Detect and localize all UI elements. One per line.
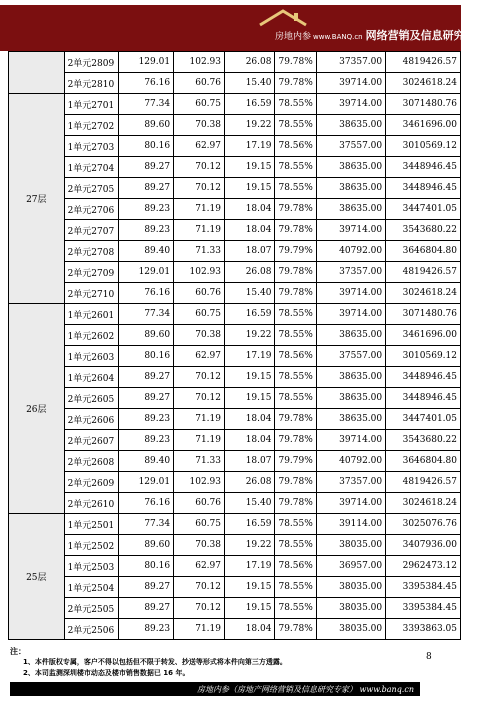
shared-area-cell: 19.15 <box>225 388 275 409</box>
area-cell: 89.40 <box>119 241 174 262</box>
ratio-cell: 79.79% <box>275 241 316 262</box>
unit-price-cell: 39114.00 <box>316 514 385 535</box>
area-cell: 89.27 <box>119 367 174 388</box>
table-row <box>9 514 461 535</box>
inner-area-cell: 70.12 <box>174 367 225 388</box>
area-cell: 89.60 <box>119 535 174 556</box>
table-row <box>9 325 461 346</box>
unit-cell: 1单元2501 <box>64 514 119 535</box>
area-cell: 89.27 <box>119 598 174 619</box>
area-cell: 89.27 <box>119 157 174 178</box>
brand-small: 房地内参 <box>275 32 312 42</box>
ratio-cell: 79.78% <box>275 430 316 451</box>
brand-url[interactable]: www.BANQ.cn <box>313 33 363 41</box>
total-price-cell: 3461696.00 <box>386 325 461 346</box>
shared-area-cell: 19.15 <box>225 598 275 619</box>
unit-cell: 1单元2701 <box>64 94 119 115</box>
unit-price-cell: 37357.00 <box>316 262 385 283</box>
note-line-2: 2、本司监测深圳楼市动态及楼市销售数据已 16 年。 <box>23 669 190 677</box>
table-row <box>9 430 461 451</box>
inner-area-cell: 70.38 <box>174 325 225 346</box>
total-price-cell: 3646804.80 <box>386 241 461 262</box>
ratio-cell: 79.78% <box>275 220 316 241</box>
unit-cell: 1单元2504 <box>64 577 119 598</box>
total-price-cell: 2962473.12 <box>386 556 461 577</box>
inner-area-cell: 60.76 <box>174 493 225 514</box>
unit-cell: 1单元2704 <box>64 157 119 178</box>
unit-price-cell: 38635.00 <box>316 367 385 388</box>
inner-area-cell: 70.38 <box>174 535 225 556</box>
ratio-cell: 78.56% <box>275 136 316 157</box>
table-row <box>9 367 461 388</box>
ratio-cell: 79.78% <box>275 262 316 283</box>
unit-price-cell: 39714.00 <box>316 283 385 304</box>
area-cell: 77.34 <box>119 304 174 325</box>
area-cell: 129.01 <box>119 472 174 493</box>
shared-area-cell: 16.59 <box>225 514 275 535</box>
area-cell: 77.34 <box>119 514 174 535</box>
total-price-cell: 3448946.45 <box>386 157 461 178</box>
total-price-cell: 3071480.76 <box>386 304 461 325</box>
table-row <box>9 409 461 430</box>
shared-area-cell: 18.04 <box>225 430 275 451</box>
total-price-cell: 3448946.45 <box>386 178 461 199</box>
unit-price-cell: 40792.00 <box>316 241 385 262</box>
table-row <box>9 493 461 514</box>
unit-cell: 1单元2602 <box>64 325 119 346</box>
inner-area-cell: 70.12 <box>174 178 225 199</box>
inner-area-cell: 102.93 <box>174 262 225 283</box>
ratio-cell: 78.55% <box>275 598 316 619</box>
table-row <box>9 52 461 73</box>
inner-area-cell: 71.33 <box>174 241 225 262</box>
area-cell: 89.23 <box>119 220 174 241</box>
ratio-cell: 79.78% <box>275 409 316 430</box>
floor-label-cell: 27层 <box>9 94 65 304</box>
shared-area-cell: 16.59 <box>225 304 275 325</box>
inner-area-cell: 60.75 <box>174 304 225 325</box>
shared-area-cell: 17.19 <box>225 346 275 367</box>
table-row <box>9 304 461 325</box>
unit-price-cell: 38635.00 <box>316 388 385 409</box>
unit-cell: 1单元2503 <box>64 556 119 577</box>
shared-area-cell: 17.19 <box>225 136 275 157</box>
notes-title: 注： <box>10 647 26 656</box>
ratio-cell: 79.78% <box>275 283 316 304</box>
ratio-cell: 79.78% <box>275 493 316 514</box>
unit-cell: 2单元2709 <box>64 262 119 283</box>
area-cell: 80.16 <box>119 346 174 367</box>
ratio-cell: 78.55% <box>275 535 316 556</box>
unit-price-cell: 38635.00 <box>316 157 385 178</box>
unit-price-cell: 38035.00 <box>316 535 385 556</box>
unit-cell: 2单元2609 <box>64 472 119 493</box>
unit-cell: 2单元2706 <box>64 199 119 220</box>
table-row <box>9 220 461 241</box>
inner-area-cell: 71.19 <box>174 619 225 640</box>
unit-price-cell: 39714.00 <box>316 94 385 115</box>
area-cell: 89.27 <box>119 577 174 598</box>
unit-price-cell: 38035.00 <box>316 577 385 598</box>
inner-area-cell: 62.97 <box>174 136 225 157</box>
notes-box <box>10 646 420 682</box>
floor-label-cell: 26层 <box>9 304 65 514</box>
total-price-cell: 4819426.57 <box>386 52 461 73</box>
area-cell: 89.27 <box>119 178 174 199</box>
shared-area-cell: 19.15 <box>225 178 275 199</box>
ratio-cell: 79.79% <box>275 451 316 472</box>
unit-price-cell: 39714.00 <box>316 220 385 241</box>
area-cell: 129.01 <box>119 52 174 73</box>
table-row <box>9 115 461 136</box>
total-price-cell: 3024618.24 <box>386 283 461 304</box>
ratio-cell: 79.78% <box>275 619 316 640</box>
total-price-cell: 3447401.05 <box>386 409 461 430</box>
total-price-cell: 3010569.12 <box>386 136 461 157</box>
shared-area-cell: 15.40 <box>225 283 275 304</box>
total-price-cell: 3646804.80 <box>386 451 461 472</box>
area-cell: 89.23 <box>119 409 174 430</box>
table-row <box>9 472 461 493</box>
total-price-cell: 4819426.57 <box>386 472 461 493</box>
unit-price-cell: 38635.00 <box>316 115 385 136</box>
total-price-cell: 3448946.45 <box>386 388 461 409</box>
inner-area-cell: 60.75 <box>174 514 225 535</box>
unit-price-cell: 39714.00 <box>316 493 385 514</box>
area-cell: 89.60 <box>119 115 174 136</box>
table-row <box>9 178 461 199</box>
unit-price-cell: 38035.00 <box>316 619 385 640</box>
unit-cell: 1单元2601 <box>64 304 119 325</box>
total-price-cell: 3395384.45 <box>386 577 461 598</box>
unit-price-cell: 38635.00 <box>316 178 385 199</box>
unit-cell: 1单元2603 <box>64 346 119 367</box>
shared-area-cell: 26.08 <box>225 262 275 283</box>
unit-cell: 2单元2506 <box>64 619 119 640</box>
company-tagline: 网络营销及信息研究专家 <box>365 29 487 42</box>
table-row <box>9 598 461 619</box>
area-cell: 76.16 <box>119 283 174 304</box>
shared-area-cell: 18.04 <box>225 619 275 640</box>
area-cell: 77.34 <box>119 94 174 115</box>
ratio-cell: 78.55% <box>275 367 316 388</box>
total-price-cell: 4819426.57 <box>386 262 461 283</box>
shared-area-cell: 18.07 <box>225 241 275 262</box>
area-cell: 89.40 <box>119 451 174 472</box>
inner-area-cell: 71.19 <box>174 199 225 220</box>
area-cell: 76.16 <box>119 493 174 514</box>
header-banner <box>0 5 487 51</box>
ratio-cell: 78.55% <box>275 178 316 199</box>
inner-area-cell: 70.38 <box>174 115 225 136</box>
unit-cell: 2单元2810 <box>64 73 119 94</box>
total-price-cell: 3010569.12 <box>386 346 461 367</box>
unit-cell: 1单元2703 <box>64 136 119 157</box>
table-row <box>9 619 461 640</box>
area-cell: 80.16 <box>119 136 174 157</box>
inner-area-cell: 62.97 <box>174 346 225 367</box>
unit-price-cell: 38635.00 <box>316 325 385 346</box>
area-cell: 89.23 <box>119 199 174 220</box>
unit-cell: 1单元2502 <box>64 535 119 556</box>
total-price-cell: 3407936.00 <box>386 535 461 556</box>
total-price-cell: 3461696.00 <box>386 115 461 136</box>
inner-area-cell: 102.93 <box>174 52 225 73</box>
unit-cell: 2单元2607 <box>64 430 119 451</box>
unit-price-cell: 37557.00 <box>316 346 385 367</box>
ratio-cell: 78.55% <box>275 157 316 178</box>
table-row <box>9 283 461 304</box>
total-price-cell: 3543680.22 <box>386 220 461 241</box>
inner-area-cell: 60.76 <box>174 73 225 94</box>
table-row <box>9 136 461 157</box>
shared-area-cell: 18.07 <box>225 451 275 472</box>
ratio-cell: 79.78% <box>275 199 316 220</box>
ratio-cell: 78.55% <box>275 325 316 346</box>
unit-price-cell: 36957.00 <box>316 556 385 577</box>
footer-bar <box>10 682 420 696</box>
area-cell: 89.60 <box>119 325 174 346</box>
shared-area-cell: 19.22 <box>225 325 275 346</box>
area-cell: 76.16 <box>119 73 174 94</box>
brand-line <box>275 27 487 43</box>
unit-price-cell: 38635.00 <box>316 409 385 430</box>
ratio-cell: 78.55% <box>275 115 316 136</box>
floor-label-cell: 25层 <box>9 514 65 640</box>
floor-label-cell <box>9 52 65 94</box>
inner-area-cell: 70.12 <box>174 388 225 409</box>
total-price-cell: 3393863.05 <box>386 619 461 640</box>
table-row <box>9 577 461 598</box>
table-row <box>9 262 461 283</box>
price-table <box>8 51 461 640</box>
inner-area-cell: 102.93 <box>174 472 225 493</box>
total-price-cell: 3024618.24 <box>386 493 461 514</box>
shared-area-cell: 18.04 <box>225 199 275 220</box>
total-price-cell: 3024618.24 <box>386 73 461 94</box>
table-row <box>9 556 461 577</box>
area-cell: 89.27 <box>119 388 174 409</box>
shared-area-cell: 18.04 <box>225 409 275 430</box>
unit-cell: 2单元2710 <box>64 283 119 304</box>
shared-area-cell: 19.15 <box>225 367 275 388</box>
unit-price-cell: 37557.00 <box>316 136 385 157</box>
unit-cell: 2单元2707 <box>64 220 119 241</box>
shared-area-cell: 18.04 <box>225 220 275 241</box>
inner-area-cell: 71.19 <box>174 220 225 241</box>
inner-area-cell: 60.76 <box>174 283 225 304</box>
total-price-cell: 3071480.76 <box>386 94 461 115</box>
table-row <box>9 94 461 115</box>
unit-price-cell: 40792.00 <box>316 451 385 472</box>
total-price-cell: 3025076.76 <box>386 514 461 535</box>
shared-area-cell: 15.40 <box>225 493 275 514</box>
unit-cell: 2单元2608 <box>64 451 119 472</box>
table-row <box>9 451 461 472</box>
ratio-cell: 78.56% <box>275 556 316 577</box>
unit-cell: 1单元2702 <box>64 115 119 136</box>
ratio-cell: 78.55% <box>275 94 316 115</box>
table-row <box>9 73 461 94</box>
unit-cell: 2单元2505 <box>64 598 119 619</box>
total-price-cell: 3447401.05 <box>386 199 461 220</box>
shared-area-cell: 17.19 <box>225 556 275 577</box>
shared-area-cell: 26.08 <box>225 472 275 493</box>
note-line-1: 1、本件版权专属，客户不得以包括但不限于转发、抄送等形式将本件向第三方透露。 <box>23 658 287 666</box>
ratio-cell: 79.78% <box>275 73 316 94</box>
unit-cell: 2单元2606 <box>64 409 119 430</box>
ratio-cell: 78.55% <box>275 388 316 409</box>
ratio-cell: 78.56% <box>275 346 316 367</box>
inner-area-cell: 70.12 <box>174 157 225 178</box>
table-row <box>9 346 461 367</box>
ratio-cell: 79.78% <box>275 472 316 493</box>
shared-area-cell: 26.08 <box>225 52 275 73</box>
area-cell: 89.23 <box>119 619 174 640</box>
unit-cell: 2单元2708 <box>64 241 119 262</box>
total-price-cell: 3395384.45 <box>386 598 461 619</box>
shared-area-cell: 15.40 <box>225 73 275 94</box>
total-price-cell: 3543680.22 <box>386 430 461 451</box>
unit-price-cell: 37357.00 <box>316 52 385 73</box>
area-cell: 80.16 <box>119 556 174 577</box>
unit-price-cell: 39714.00 <box>316 73 385 94</box>
area-cell: 89.23 <box>119 430 174 451</box>
table-row <box>9 388 461 409</box>
table-row <box>9 241 461 262</box>
area-cell: 129.01 <box>119 262 174 283</box>
inner-area-cell: 62.97 <box>174 556 225 577</box>
unit-price-cell: 39714.00 <box>316 430 385 451</box>
unit-cell: 2单元2605 <box>64 388 119 409</box>
unit-cell: 2单元2610 <box>64 493 119 514</box>
shared-area-cell: 16.59 <box>225 94 275 115</box>
ratio-cell: 79.78% <box>275 52 316 73</box>
shared-area-cell: 19.15 <box>225 157 275 178</box>
inner-area-cell: 70.12 <box>174 598 225 619</box>
shared-area-cell: 19.22 <box>225 535 275 556</box>
inner-area-cell: 71.19 <box>174 430 225 451</box>
unit-price-cell: 37357.00 <box>316 472 385 493</box>
unit-cell: 2单元2809 <box>64 52 119 73</box>
unit-cell: 1单元2604 <box>64 367 119 388</box>
table-row <box>9 157 461 178</box>
unit-price-cell: 38635.00 <box>316 199 385 220</box>
table-row <box>9 535 461 556</box>
inner-area-cell: 71.33 <box>174 451 225 472</box>
unit-price-cell: 39714.00 <box>316 304 385 325</box>
inner-area-cell: 71.19 <box>174 409 225 430</box>
total-price-cell: 3448946.45 <box>386 367 461 388</box>
table-row <box>9 199 461 220</box>
shared-area-cell: 19.22 <box>225 115 275 136</box>
unit-price-cell: 38035.00 <box>316 598 385 619</box>
footer-text: 房地内参（房地产网络营销及信息研究专家） www.banq.cn <box>196 685 414 694</box>
unit-cell: 2单元2705 <box>64 178 119 199</box>
ratio-cell: 78.55% <box>275 304 316 325</box>
page-number: 8 <box>426 652 432 662</box>
inner-area-cell: 60.75 <box>174 94 225 115</box>
ratio-cell: 78.55% <box>275 577 316 598</box>
ratio-cell: 78.55% <box>275 514 316 535</box>
inner-area-cell: 70.12 <box>174 577 225 598</box>
shared-area-cell: 19.15 <box>225 577 275 598</box>
